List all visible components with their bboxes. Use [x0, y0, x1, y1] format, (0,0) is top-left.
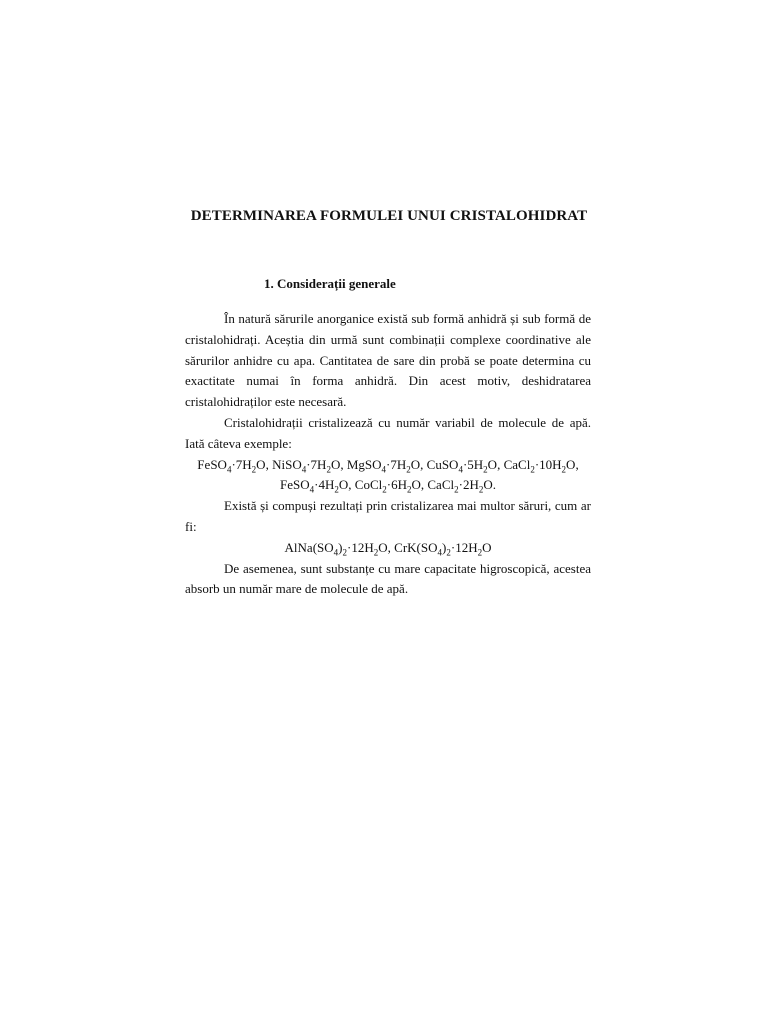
formula-line-2: $FeSO_4\cdot 4H_2O$, $CoCl_2\cdot 6H_2O$, $CaCl_2\cdot 2H_2O$. — [280, 477, 496, 495]
section-heading: 1. Considerații generale — [264, 276, 396, 291]
paragraph-intro: În natură sărurile anorganice există sub formă anhidră și sub formă de cristalohidrați. Aceștia din urmă sunt combinații complexe coordinative ale sărurilor anhidre cu apa. Cantitatea de sare din probă se poate determina cu exactitate numai în forma anhidră. Din acest motiv, deshidratarea cristalohidraților este necesară. — [185, 311, 591, 410]
formula-line-3: $AlNa(SO_4)_2\cdot 12H_2O$, $CrK(SO_4)_2\cdot 12H_2O$ — [284, 539, 492, 558]
paragraph-double-salts: Există și compuși rezultați prin cristalizarea mai multor săruri, cum ar fi: — [185, 498, 591, 534]
paragraph-hygroscopic: De asemenea, sunt substanțe cu mare capacitate higroscopică, acestea absorb un număr mare de molecule de apă. — [185, 560, 591, 597]
body-text — [185, 309, 591, 600]
formula-line-1: $FeSO_4\cdot 7H_2O$, $NiSO_4\cdot 7H_2O$, $MgSO_4\cdot 7H_2O$, $CuSO_4\cdot 5H_2O$, $CaCl_2\cdot 10H_2O$, — [197, 456, 579, 475]
document-title: DETERMINAREA FORMULEI UNUI CRISTALOHIDRAT — [190, 208, 588, 224]
paragraph-examples-intro: Cristalohidrații cristalizează cu număr variabil de molecule de apă. Iată câteva exemple: — [185, 414, 591, 451]
